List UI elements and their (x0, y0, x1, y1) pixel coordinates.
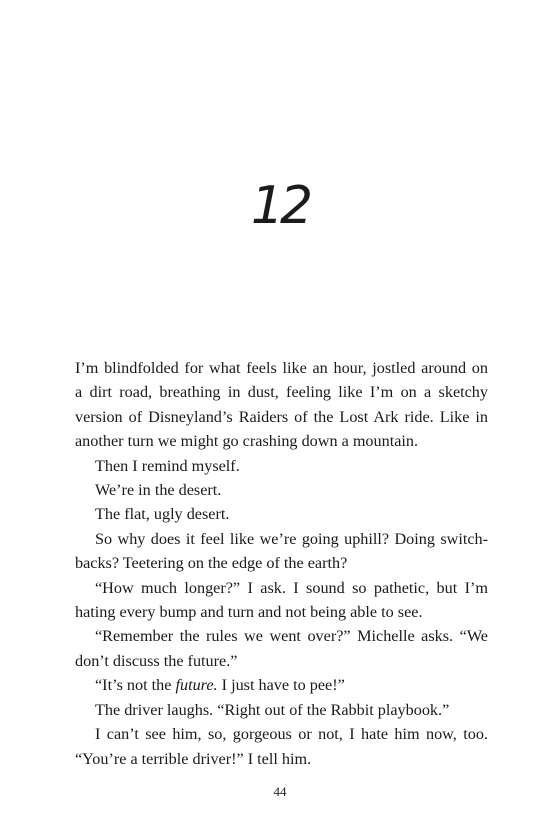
text-line: backs? Teetering on the edge of the earth? (75, 554, 348, 573)
text-line: Then I remind myself. (95, 456, 240, 475)
text-line: don’t discuss the future.” (75, 651, 238, 670)
text-line: I can’t see him, so, gorgeous or not, I hate him now, too. (95, 725, 488, 744)
paragraph (75, 673, 488, 697)
paragraph (75, 478, 488, 502)
text-line: another turn we might go crashing down a mountain. (75, 432, 419, 451)
text-line: a dirt road, breathing in dust, feeling like I’m on a sketchy (75, 383, 488, 402)
paragraph (75, 698, 488, 722)
text-run: I just have to pee!” (217, 676, 345, 695)
paragraph (75, 454, 488, 478)
text-line (75, 673, 488, 697)
text-line: hating every bump and turn and not being able to see. (75, 603, 423, 622)
paragraph (75, 356, 488, 454)
text-line: So why does it feel like we’re going uphill? Doing switch- (95, 529, 488, 548)
text-line: We’re in the desert. (95, 481, 222, 500)
text-line: The flat, ugly desert. (95, 505, 230, 524)
chapter-number: 12 (250, 176, 310, 236)
paragraph (75, 527, 488, 576)
text-line: “You’re a terrible driver!” I tell him. (75, 749, 312, 768)
text-line: The driver laughs. “Right out of the Rabbit playbook.” (95, 700, 450, 719)
text-line: “How much longer?” I ask. I sound so pathetic, but I’m (95, 578, 488, 597)
italic-text: future. (175, 676, 218, 695)
text-line: I’m blindfolded for what feels like an hour, jostled around on (75, 359, 488, 377)
paragraph (75, 624, 488, 673)
text-line: “Remember the rules we went over?” Michelle asks. “We (95, 627, 488, 646)
chapter-body (75, 356, 488, 771)
page-number: 44 (273, 784, 287, 799)
paragraph (75, 722, 488, 771)
paragraph (75, 502, 488, 526)
text-run: “It’s not the (95, 676, 176, 695)
text-line: version of Disneyland’s Raiders of the Lost Ark ride. Like in (75, 407, 488, 426)
paragraph (75, 576, 488, 625)
